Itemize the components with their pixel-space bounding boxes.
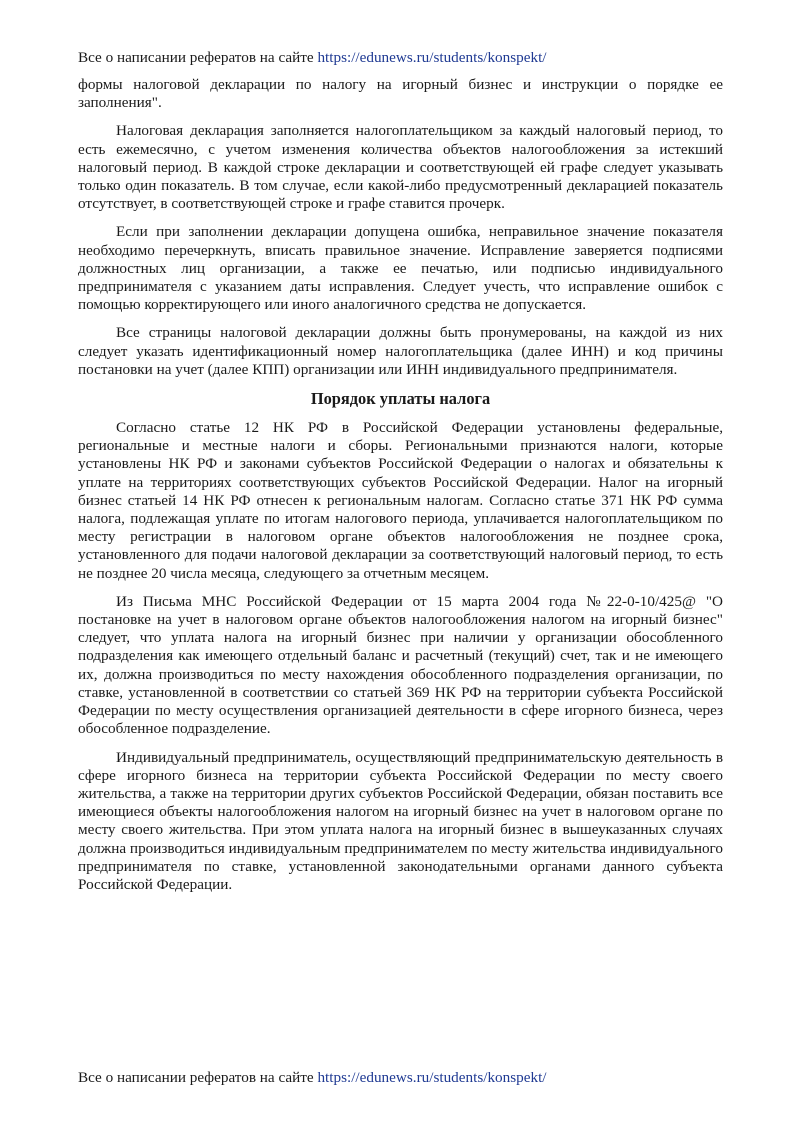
header-link[interactable]: https://edunews.ru/students/konspekt/ <box>317 49 547 66</box>
paragraph-error-correction: Если при заполнении декларации допущена ошибка, неправильное значение показателя необходимо перечеркнуть, вписать правильное значение. Исправление заверяется подписями должностных лиц организации, а также ее печатью, или подписью индивидуального предпринимателя с указанием даты исправления. Следует учесть, что исправление ошибок с помощью корректирующего или иного аналогичного средства не допускается. <box>78 223 723 314</box>
page-footer <box>78 1069 547 1087</box>
footer-link[interactable]: https://edunews.ru/students/konspekt/ <box>317 1069 547 1086</box>
document-body <box>78 76 723 904</box>
footer-text: Все о написании рефератов на сайте <box>78 1069 318 1086</box>
paragraph-page-numbering: Все страницы налоговой декларации должны быть пронумерованы, на каждой из них следует указать идентификационный номер налогоплательщика (далее ИНН) и код причины постановки на учет (далее КПП) организации или ИНН индивидуального предпринимателя. <box>78 324 723 378</box>
paragraph-individual-entrepreneur: Индивидуальный предприниматель, осуществляющий предпринимательскую деятельность в сфере игорного бизнеса на территории субъекта Российской Федерации по месту своего жительства, а также на территории других субъектов Российской Федерации, обязан поставить все имеющиеся объекты налогообложения налогом на игорный бизнес на учет в налоговом органе по месту своего жительства. При этом уплата налога на игорный бизнес в вышеуказанных случаях должна производиться индивидуальным предпринимателем по месту жительства индивидуального предпринимателя по ставке, установленной законодательными органами данного субъекта Российской Федерации. <box>78 748 723 893</box>
section-heading: Порядок уплаты налога <box>310 389 491 409</box>
paragraph-continuation: формы налоговой декларации по налогу на игорный бизнес и инструкции о порядке ее заполнения". <box>78 76 723 112</box>
page-header <box>78 49 547 67</box>
header-text: Все о написании рефератов на сайте <box>78 49 318 66</box>
document-page <box>78 0 723 1131</box>
paragraph-declaration-filling: Налоговая декларация заполняется налогоплательщиком за каждый налоговый период, то есть ежемесячно, с учетом изменения количества объектов налогообложения за истекший налоговый период. В каждой строке декларации и соответствующей ей графе следует указывать только один показатель. В том случае, если какой-либо предусмотренный декларацией показатель отсутствует, в соответствующей строке и графе ставится прочерк. <box>78 122 723 213</box>
paragraph-mns-letter: Из Письма МНС Российской Федерации от 15 марта 2004 года №22-0-10/425@ "О постановке на учет в налоговом органе объектов налогообложения налогом на игорный бизнес" следует, что уплата налога на игорный бизнес при наличии у организации обособленного подразделения как имеющего отдельный баланс и расчетный (текущий) счет, так и не имеющего их, должна производиться по месту нахождения обособленного подразделения организации, по ставке, установленной в соответствии со статьей 369 НК РФ на территории субъекта Российской Федерации по месту осуществления организацией деятельности в сфере игорного бизнеса, через обособленное подразделение. <box>78 592 723 738</box>
paragraph-tax-code-articles: Согласно статье 12 НК РФ в Российской Федерации установлены федеральные, региональные и местные налоги и сборы. Региональными признаются налоги, которые установлены НК РФ и законами субъектов Российской Федерации о налогах и обязательны к уплате на территориях соответствующих субъектов Российской Федерации. Налог на игорный бизнес статьей 14 НК РФ отнесен к региональным налогам. Согласно статье 371 НК РФ сумма налога, подлежащая уплате по итогам налогового периода, уплачивается налогоплательщиком по месту регистрации в налоговом органе объектов налогообложения не позднее срока, установленного для подачи налоговой декларации за соответствующий налоговый период, то есть не позднее 20 числа месяца, следующего за отчетным месяцем. <box>78 419 723 582</box>
